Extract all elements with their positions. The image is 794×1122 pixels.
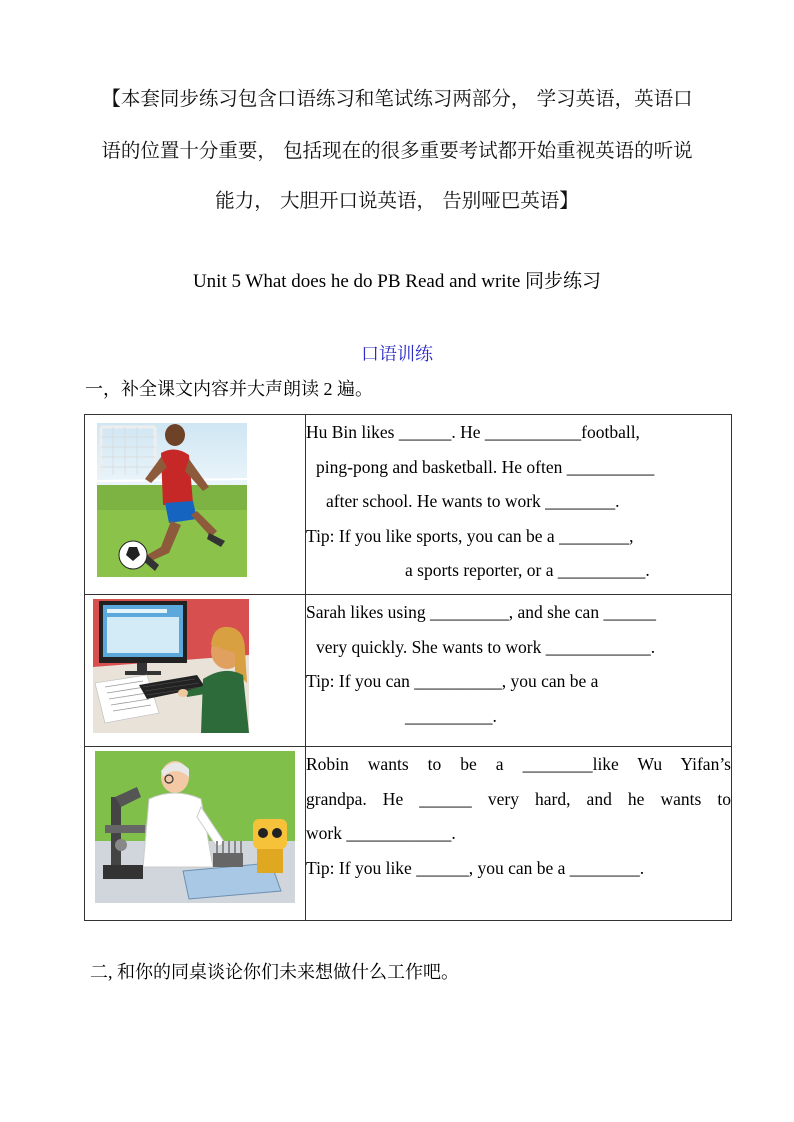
table-row	[85, 595, 732, 747]
intro-line-3: 能力， 大胆开口说英语， 告别哑巴英语】	[215, 189, 579, 212]
table-row	[85, 415, 732, 595]
intro-line-1: 【本套同步练习包含口语练习和笔试练习两部分， 学习英语，英语口	[101, 87, 693, 110]
page-title: Unit 5 What does he do PB Read and write 同步练习	[192, 271, 602, 292]
question-2: 二, 和你的同桌谈论你们未来想做什么工作吧。	[90, 962, 459, 982]
text-line: __________.	[405, 705, 497, 726]
text-line: Tip: If you like ______, you can be a ________.	[306, 857, 645, 878]
text-cell	[306, 415, 732, 595]
image-cell	[85, 747, 306, 921]
text-line: grandpa. He ______ very hard, and he wants to	[306, 788, 731, 809]
text-line: ping-pong and basketball. He often __________	[316, 456, 655, 477]
text-line: Tip: If you can __________, you can be a	[306, 671, 599, 691]
image-cell	[85, 415, 306, 595]
text-line: work ____________.	[306, 823, 456, 843]
text-line: Tip: If you like sports, you can be a ________,	[306, 525, 634, 546]
girl-at-computer-image	[85, 595, 305, 746]
text-line: very quickly. She wants to work ____________.	[316, 636, 656, 657]
exercise-table	[84, 414, 732, 921]
table-row	[85, 747, 732, 921]
question-1: 一，补全课文内容并大声朗读 2 遍。	[85, 379, 373, 399]
text-line: after school. He wants to work ________.	[326, 491, 620, 511]
soccer-player-image	[85, 415, 305, 594]
text-cell	[306, 747, 732, 921]
image-cell	[85, 595, 306, 747]
text-line: Sarah likes using _________, and she can ______	[306, 602, 656, 622]
text-cell	[306, 595, 732, 747]
text-line: a sports reporter, or a __________.	[405, 560, 650, 580]
scientist-microscope-image	[85, 747, 305, 920]
text-line: Robin wants to be a ________like Wu Yifan’s	[306, 754, 731, 774]
text-line: Hu Bin likes ______. He ___________football,	[306, 422, 640, 442]
intro-line-2: 语的位置十分重要， 包括现在的很多重要考试都开始重视英语的听说	[101, 139, 693, 162]
section-heading: 口语训练	[361, 344, 433, 364]
